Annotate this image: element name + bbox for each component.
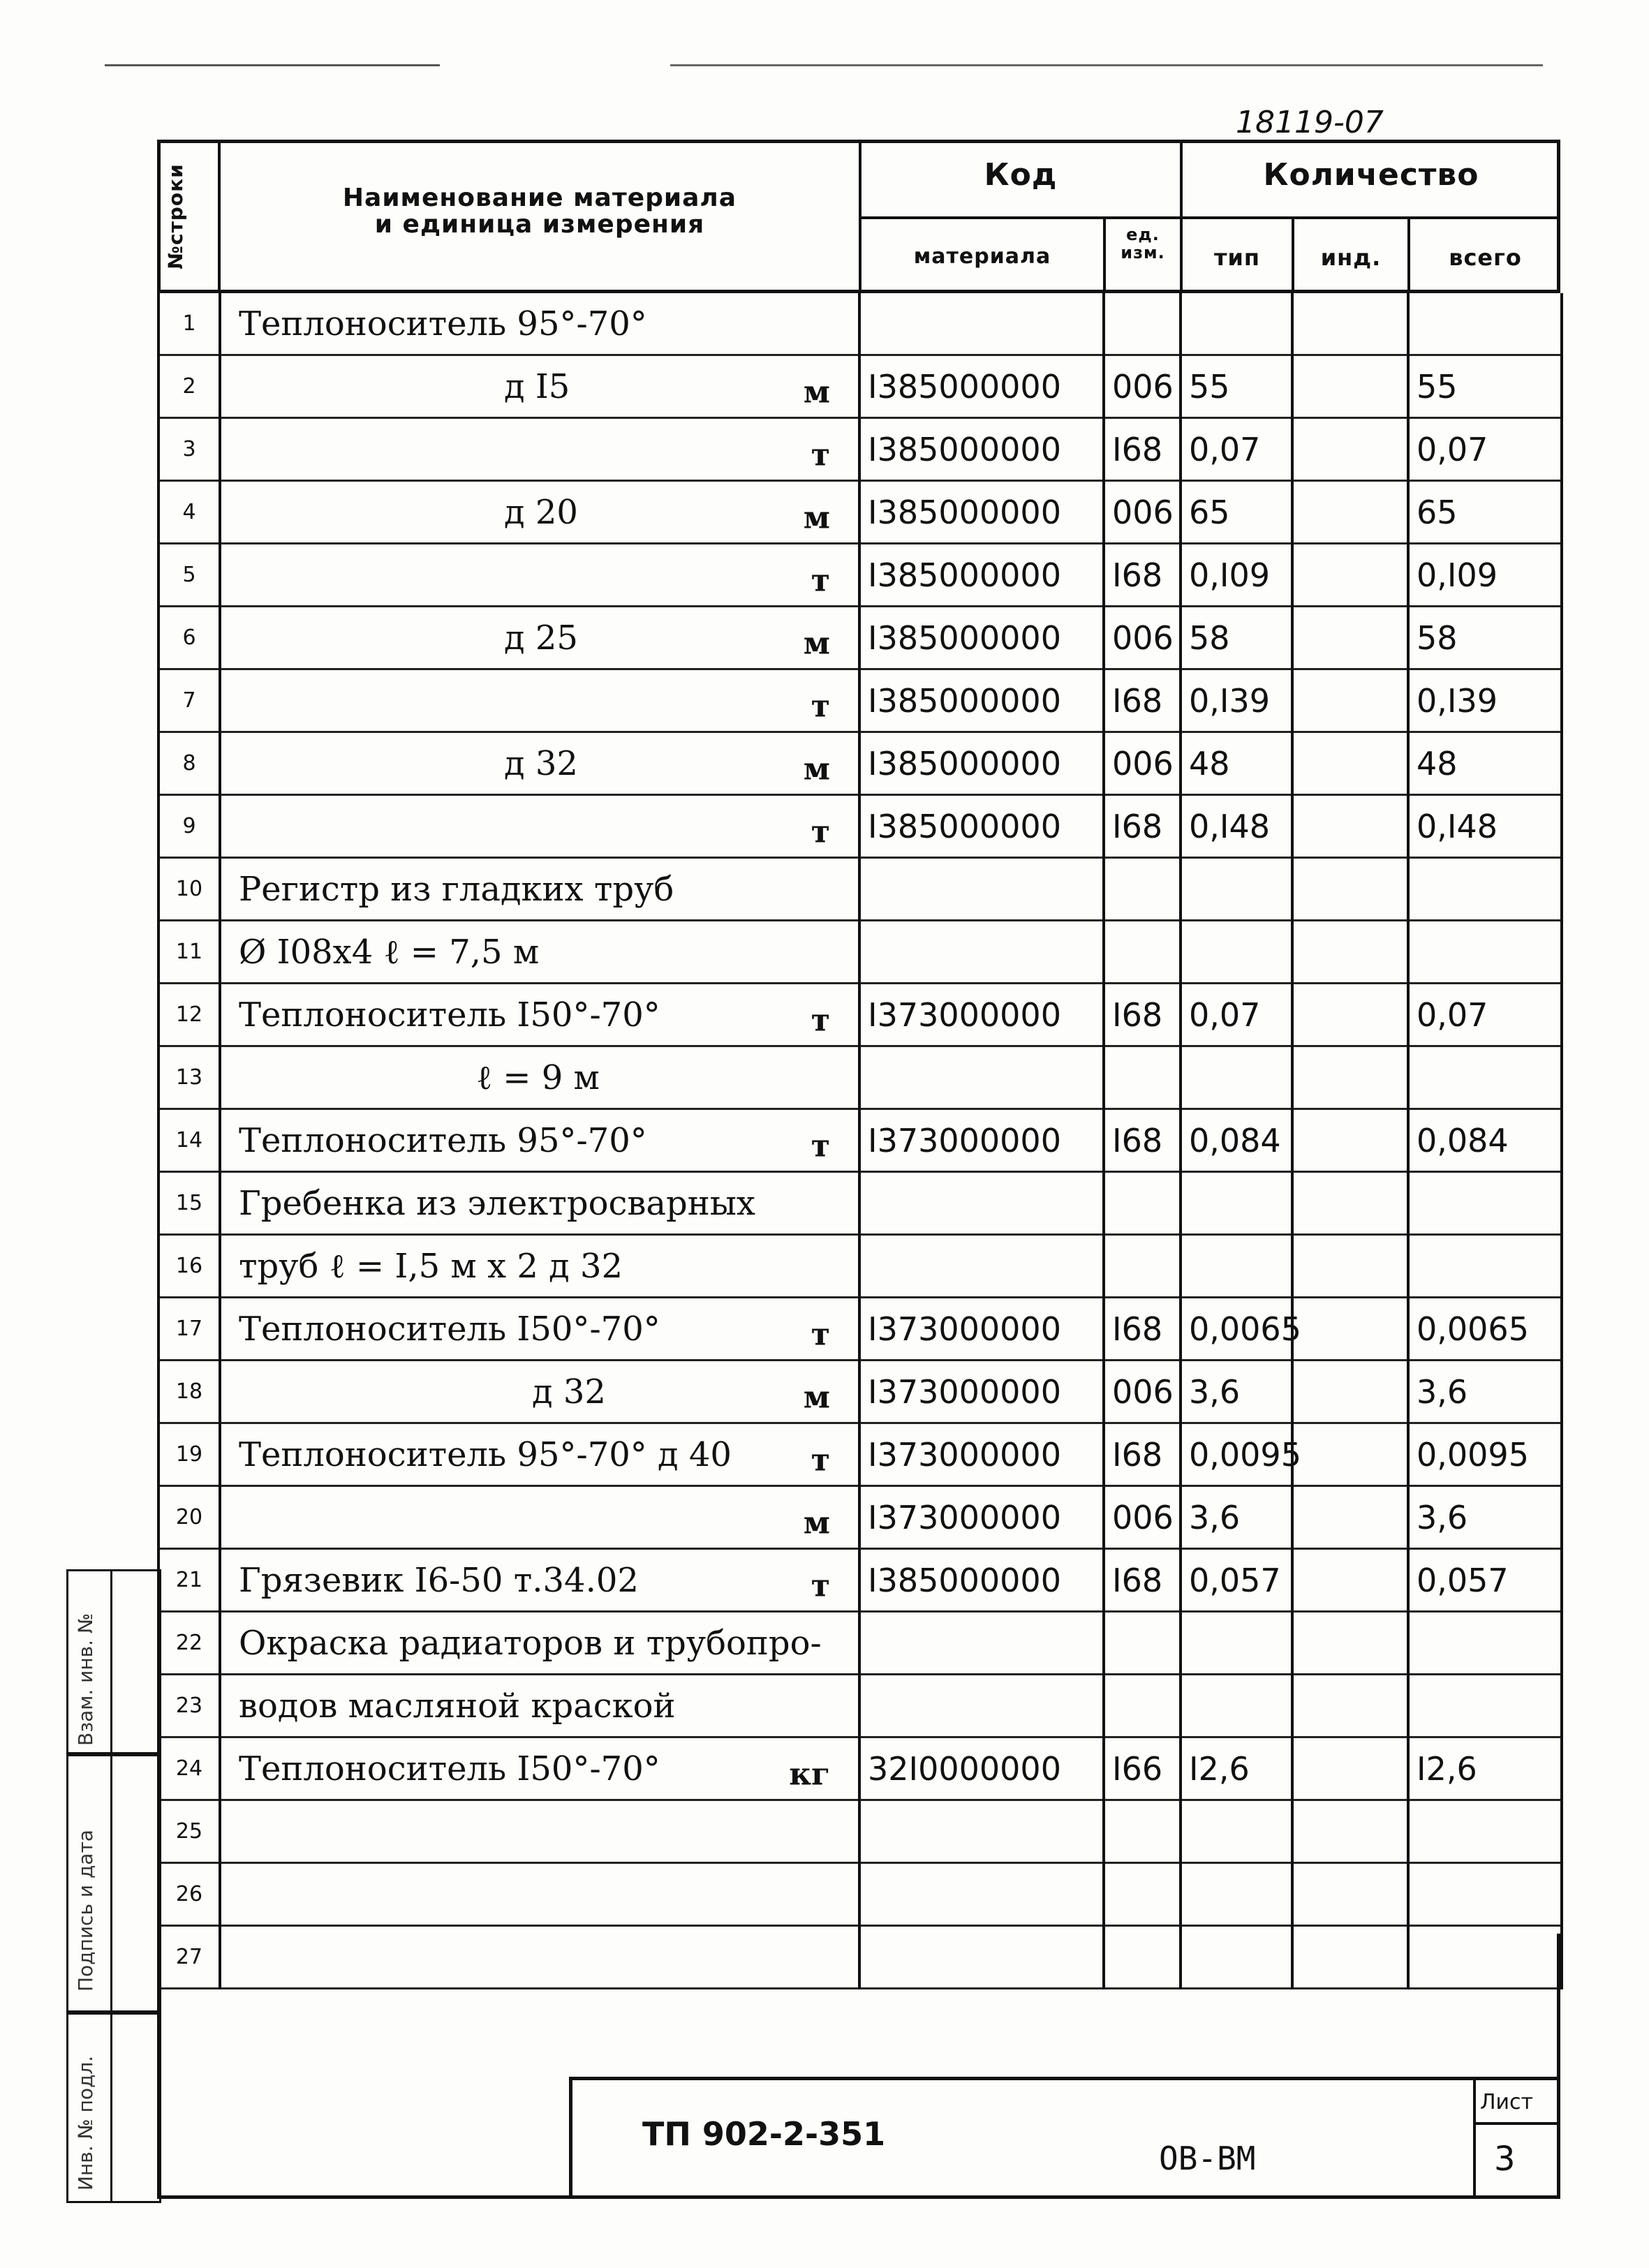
unit-code: I68 — [1104, 544, 1181, 607]
quantity-type: 58 — [1181, 607, 1292, 669]
row-number: 2 — [158, 355, 220, 418]
unit-code: I68 — [1104, 1423, 1181, 1486]
material-code: I373000000 — [859, 984, 1104, 1046]
unit-code — [1104, 1612, 1181, 1675]
quantity-ind — [1292, 1423, 1408, 1486]
material-name-cell — [220, 607, 859, 669]
quantity-total: 0,07 — [1408, 984, 1562, 1046]
quantity-total: 0,0095 — [1408, 1423, 1562, 1486]
quantity-total: I2,6 — [1408, 1737, 1562, 1800]
unit-code: I68 — [1104, 1298, 1181, 1361]
sheet-label: Лист — [1480, 2090, 1534, 2114]
quantity-ind — [1292, 795, 1408, 858]
table-row — [158, 1549, 1562, 1612]
row-number: 17 — [158, 1298, 220, 1361]
material-name: Теплоноситель I50°-70° — [239, 1309, 660, 1349]
quantity-total — [1408, 1235, 1562, 1298]
table-row — [158, 732, 1562, 795]
row-number: 11 — [158, 921, 220, 984]
section-code: ОВ-ВМ — [1159, 2140, 1256, 2177]
table-row — [158, 544, 1562, 607]
table-row — [158, 1486, 1562, 1549]
quantity-total: 0,0065 — [1408, 1298, 1562, 1361]
material-code: I373000000 — [859, 1423, 1104, 1486]
quantity-type: 0,057 — [1181, 1549, 1292, 1612]
row-number: 8 — [158, 732, 220, 795]
quantity-type: 0,0065 — [1181, 1298, 1292, 1361]
material-code — [859, 1046, 1104, 1109]
material-name: д 20 — [504, 492, 578, 532]
material-code — [859, 1235, 1104, 1298]
material-code — [859, 1863, 1104, 1926]
unit-code: I68 — [1104, 984, 1181, 1046]
quantity-ind — [1292, 1172, 1408, 1235]
table-header — [157, 140, 1560, 293]
material-name-cell — [220, 1046, 859, 1109]
quantity-type: 0,084 — [1181, 1109, 1292, 1172]
material-unit: т — [811, 688, 830, 725]
material-code: I385000000 — [859, 481, 1104, 544]
table-row — [158, 921, 1562, 984]
material-unit: т — [811, 814, 830, 850]
quantity-type: 0,07 — [1181, 418, 1292, 481]
quantity-ind — [1292, 1612, 1408, 1675]
material-name-cell — [220, 669, 859, 732]
quantity-ind — [1292, 1109, 1408, 1172]
quantity-total: 3,6 — [1408, 1486, 1562, 1549]
material-code — [859, 858, 1104, 921]
material-code: I373000000 — [859, 1109, 1104, 1172]
material-name: Теплоноситель I50°-70° — [239, 1749, 660, 1788]
quantity-ind — [1292, 1361, 1408, 1423]
quantity-type — [1181, 1800, 1292, 1863]
table-row — [158, 1612, 1562, 1675]
quantity-ind — [1292, 481, 1408, 544]
quantity-ind — [1292, 1298, 1408, 1361]
unit-code: I68 — [1104, 1109, 1181, 1172]
material-name: д I5 — [504, 366, 570, 406]
table-row — [158, 1423, 1562, 1486]
quantity-type — [1181, 1863, 1292, 1926]
unit-code: 006 — [1104, 355, 1181, 418]
quantity-type: 55 — [1181, 355, 1292, 418]
material-name-cell — [220, 1800, 859, 1863]
quantity-ind — [1292, 921, 1408, 984]
table-row — [158, 607, 1562, 669]
material-name: Теплоноситель 95°-70° — [239, 304, 647, 343]
material-name-cell — [220, 1109, 859, 1172]
quantity-type — [1181, 1612, 1292, 1675]
header-code: Код — [984, 157, 1058, 193]
quantity-total: 0,I39 — [1408, 669, 1562, 732]
material-unit: т — [811, 1442, 830, 1478]
quantity-total — [1408, 1800, 1562, 1863]
material-name-cell — [220, 418, 859, 481]
quantity-type — [1181, 293, 1292, 355]
sheet-number: 3 — [1494, 2140, 1516, 2179]
quantity-ind — [1292, 1486, 1408, 1549]
quantity-type: I2,6 — [1181, 1737, 1292, 1800]
material-code — [859, 1172, 1104, 1235]
material-unit: м — [803, 500, 830, 536]
quantity-type: 0,I48 — [1181, 795, 1292, 858]
table-row — [158, 858, 1562, 921]
unit-code: I68 — [1104, 1549, 1181, 1612]
material-name: Гребенка из электросварных — [239, 1183, 755, 1223]
quantity-ind — [1292, 1549, 1408, 1612]
scan-artifact-line — [105, 64, 440, 66]
quantity-total — [1408, 1863, 1562, 1926]
material-code: I385000000 — [859, 418, 1104, 481]
table-row — [158, 1298, 1562, 1361]
row-number: 5 — [158, 544, 220, 607]
quantity-type — [1181, 1675, 1292, 1737]
material-code: I385000000 — [859, 795, 1104, 858]
material-unit: т — [811, 1568, 830, 1604]
material-unit: м — [803, 1505, 830, 1541]
quantity-ind — [1292, 732, 1408, 795]
quantity-total: 3,6 — [1408, 1361, 1562, 1423]
table-row — [158, 795, 1562, 858]
quantity-total — [1408, 1675, 1562, 1737]
unit-code — [1104, 1800, 1181, 1863]
quantity-type — [1181, 1235, 1292, 1298]
unit-code — [1104, 1235, 1181, 1298]
material-name: водов масляной краской — [239, 1686, 676, 1726]
material-name-cell — [220, 858, 859, 921]
material-name: д 32 — [532, 1372, 606, 1411]
table-row — [158, 1172, 1562, 1235]
table-row — [158, 1235, 1562, 1298]
material-code — [859, 293, 1104, 355]
unit-code — [1104, 1172, 1181, 1235]
table-row — [158, 355, 1562, 418]
material-unit: т — [811, 1317, 830, 1353]
quantity-type — [1181, 1046, 1292, 1109]
material-code — [859, 921, 1104, 984]
material-code: I385000000 — [859, 607, 1104, 669]
material-name-cell — [220, 1612, 859, 1675]
header-code-material: материала — [913, 244, 1051, 269]
quantity-total — [1408, 858, 1562, 921]
material-unit: м — [803, 374, 830, 410]
material-code: I385000000 — [859, 544, 1104, 607]
quantity-ind — [1292, 1737, 1408, 1800]
header-q-ind: инд. — [1320, 244, 1382, 271]
table-row — [158, 1361, 1562, 1423]
material-name-cell — [220, 1172, 859, 1235]
material-code — [859, 1675, 1104, 1737]
side-inv-vzam-label: Взам. инв. № — [74, 1613, 97, 1746]
material-name-cell — [220, 732, 859, 795]
unit-code: I66 — [1104, 1737, 1181, 1800]
doc-number: 18119-07 — [1236, 105, 1384, 140]
table-row — [158, 418, 1562, 481]
quantity-total: 55 — [1408, 355, 1562, 418]
side-signature-label: Подпись и дата — [74, 1830, 97, 1992]
table-row — [158, 1046, 1562, 1109]
row-number: 19 — [158, 1423, 220, 1486]
quantity-total — [1408, 921, 1562, 984]
material-name-cell — [220, 1361, 859, 1423]
material-name: д 32 — [504, 743, 578, 783]
material-code: I373000000 — [859, 1361, 1104, 1423]
material-unit: т — [811, 1128, 830, 1164]
unit-code — [1104, 921, 1181, 984]
material-name: Регистр из гладких труб — [239, 869, 674, 909]
row-number: 13 — [158, 1046, 220, 1109]
quantity-total — [1408, 1172, 1562, 1235]
row-number: 27 — [158, 1926, 220, 1989]
header-name: Наименование материала и единица измерения — [342, 184, 737, 239]
table-row — [158, 669, 1562, 732]
quantity-type: 3,6 — [1181, 1361, 1292, 1423]
table-row — [158, 1863, 1562, 1926]
material-code: I373000000 — [859, 1486, 1104, 1549]
header-row-number: №строки — [164, 163, 187, 269]
unit-code: 006 — [1104, 732, 1181, 795]
material-name-cell — [220, 1863, 859, 1926]
quantity-total: 0,07 — [1408, 418, 1562, 481]
material-name: Ø I08x4 ℓ = 7,5 м — [239, 932, 540, 972]
row-number: 15 — [158, 1172, 220, 1235]
material-unit: т — [811, 563, 830, 599]
material-unit: м — [803, 751, 830, 787]
table-row — [158, 1800, 1562, 1863]
quantity-ind — [1292, 669, 1408, 732]
material-name-cell — [220, 1298, 859, 1361]
quantity-total: 0,057 — [1408, 1549, 1562, 1612]
quantity-type: 48 — [1181, 732, 1292, 795]
side-stamp-inv-podl — [66, 2010, 161, 2203]
row-number: 12 — [158, 984, 220, 1046]
table-row — [158, 293, 1562, 355]
quantity-type — [1181, 921, 1292, 984]
project-code: ТП 902-2-351 — [642, 2115, 886, 2153]
material-name-cell — [220, 1486, 859, 1549]
material-name-cell — [220, 1235, 859, 1298]
row-number: 3 — [158, 418, 220, 481]
unit-code: 006 — [1104, 481, 1181, 544]
quantity-total — [1408, 1046, 1562, 1109]
material-name-cell — [220, 355, 859, 418]
quantity-ind — [1292, 1046, 1408, 1109]
row-number: 6 — [158, 607, 220, 669]
material-name-cell — [220, 921, 859, 984]
material-unit: т — [811, 1002, 830, 1039]
table-row — [158, 1109, 1562, 1172]
material-code: I385000000 — [859, 732, 1104, 795]
material-code — [859, 1612, 1104, 1675]
unit-code: I68 — [1104, 669, 1181, 732]
material-name-cell — [220, 1675, 859, 1737]
material-name-cell — [220, 293, 859, 355]
material-name-cell — [220, 544, 859, 607]
material-name: Теплоноситель I50°-70° — [239, 995, 660, 1035]
table-row — [158, 1737, 1562, 1800]
header-quantity: Количество — [1263, 157, 1479, 193]
quantity-total — [1408, 1612, 1562, 1675]
row-number: 18 — [158, 1361, 220, 1423]
material-name-cell — [220, 1737, 859, 1800]
unit-code: 006 — [1104, 1361, 1181, 1423]
material-name-cell — [220, 1423, 859, 1486]
table-row — [158, 984, 1562, 1046]
side-stamp-inv-vzam — [66, 1569, 161, 1756]
material-code: 32I0000000 — [859, 1737, 1104, 1800]
table-row — [158, 481, 1562, 544]
unit-code — [1104, 1046, 1181, 1109]
row-number: 24 — [158, 1737, 220, 1800]
quantity-ind — [1292, 1800, 1408, 1863]
row-number: 25 — [158, 1800, 220, 1863]
unit-code: I68 — [1104, 795, 1181, 858]
quantity-total: 0,084 — [1408, 1109, 1562, 1172]
unit-code — [1104, 858, 1181, 921]
quantity-type — [1181, 858, 1292, 921]
material-unit: т — [811, 437, 830, 473]
row-number: 4 — [158, 481, 220, 544]
quantity-ind — [1292, 355, 1408, 418]
quantity-type — [1181, 1172, 1292, 1235]
quantity-ind — [1292, 418, 1408, 481]
material-code: I385000000 — [859, 355, 1104, 418]
quantity-total: 48 — [1408, 732, 1562, 795]
material-unit: кг — [789, 1756, 830, 1793]
quantity-type: 0,I39 — [1181, 669, 1292, 732]
row-number: 16 — [158, 1235, 220, 1298]
row-number: 21 — [158, 1549, 220, 1612]
side-inv-podl-label: Инв. № подл. — [74, 2055, 97, 2191]
material-name: Грязевик I6-50 т.34.02 — [239, 1560, 639, 1600]
unit-code: I68 — [1104, 418, 1181, 481]
quantity-total: 0,I09 — [1408, 544, 1562, 607]
header-q-total: всего — [1449, 244, 1522, 271]
material-code: I373000000 — [859, 1298, 1104, 1361]
row-number: 23 — [158, 1675, 220, 1737]
table-row — [158, 1675, 1562, 1737]
material-code — [859, 1800, 1104, 1863]
unit-code — [1104, 1675, 1181, 1737]
quantity-total — [1408, 293, 1562, 355]
quantity-ind — [1292, 1235, 1408, 1298]
material-unit: м — [803, 1379, 830, 1416]
row-number: 1 — [158, 293, 220, 355]
row-number: 10 — [158, 858, 220, 921]
material-name-cell — [220, 481, 859, 544]
quantity-ind — [1292, 1675, 1408, 1737]
side-stamp-signature — [66, 1752, 161, 2015]
quantity-ind — [1292, 607, 1408, 669]
row-number: 9 — [158, 795, 220, 858]
material-unit: м — [803, 625, 830, 662]
material-name-cell — [220, 1549, 859, 1612]
quantity-total: 0,I48 — [1408, 795, 1562, 858]
row-number: 22 — [158, 1612, 220, 1675]
material-name: Теплоноситель 95°-70° — [239, 1120, 647, 1160]
material-name: Теплоноситель 95°-70° д 40 — [239, 1435, 732, 1474]
quantity-type: 65 — [1181, 481, 1292, 544]
row-number: 26 — [158, 1863, 220, 1926]
material-name-cell — [220, 984, 859, 1046]
quantity-ind — [1292, 858, 1408, 921]
material-code: I385000000 — [859, 1549, 1104, 1612]
unit-code: 006 — [1104, 1486, 1181, 1549]
quantity-ind — [1292, 544, 1408, 607]
quantity-ind — [1292, 984, 1408, 1046]
quantity-type: 0,07 — [1181, 984, 1292, 1046]
header-q-type: тип — [1213, 244, 1261, 271]
quantity-type: 0,I09 — [1181, 544, 1292, 607]
material-name: ℓ = 9 м — [476, 1058, 600, 1097]
materials-table — [157, 293, 1563, 1989]
row-number: 7 — [158, 669, 220, 732]
quantity-total: 65 — [1408, 481, 1562, 544]
row-number: 14 — [158, 1109, 220, 1172]
material-name: труб ℓ = I,5 м x 2 д 32 — [239, 1246, 623, 1286]
quantity-ind — [1292, 293, 1408, 355]
quantity-ind — [1292, 1863, 1408, 1926]
material-name-cell — [220, 795, 859, 858]
quantity-total: 58 — [1408, 607, 1562, 669]
header-code-unit: ед. изм. — [1121, 225, 1165, 263]
unit-code — [1104, 1863, 1181, 1926]
unit-code — [1104, 293, 1181, 355]
material-code: I385000000 — [859, 669, 1104, 732]
quantity-type: 0,0095 — [1181, 1423, 1292, 1486]
scan-artifact-line-2 — [670, 64, 1543, 66]
row-number: 20 — [158, 1486, 220, 1549]
unit-code: 006 — [1104, 607, 1181, 669]
material-name: Окраска радиаторов и трубопро- — [239, 1623, 822, 1663]
material-name: д 25 — [504, 618, 578, 658]
quantity-type: 3,6 — [1181, 1486, 1292, 1549]
title-block — [569, 2077, 1560, 2199]
